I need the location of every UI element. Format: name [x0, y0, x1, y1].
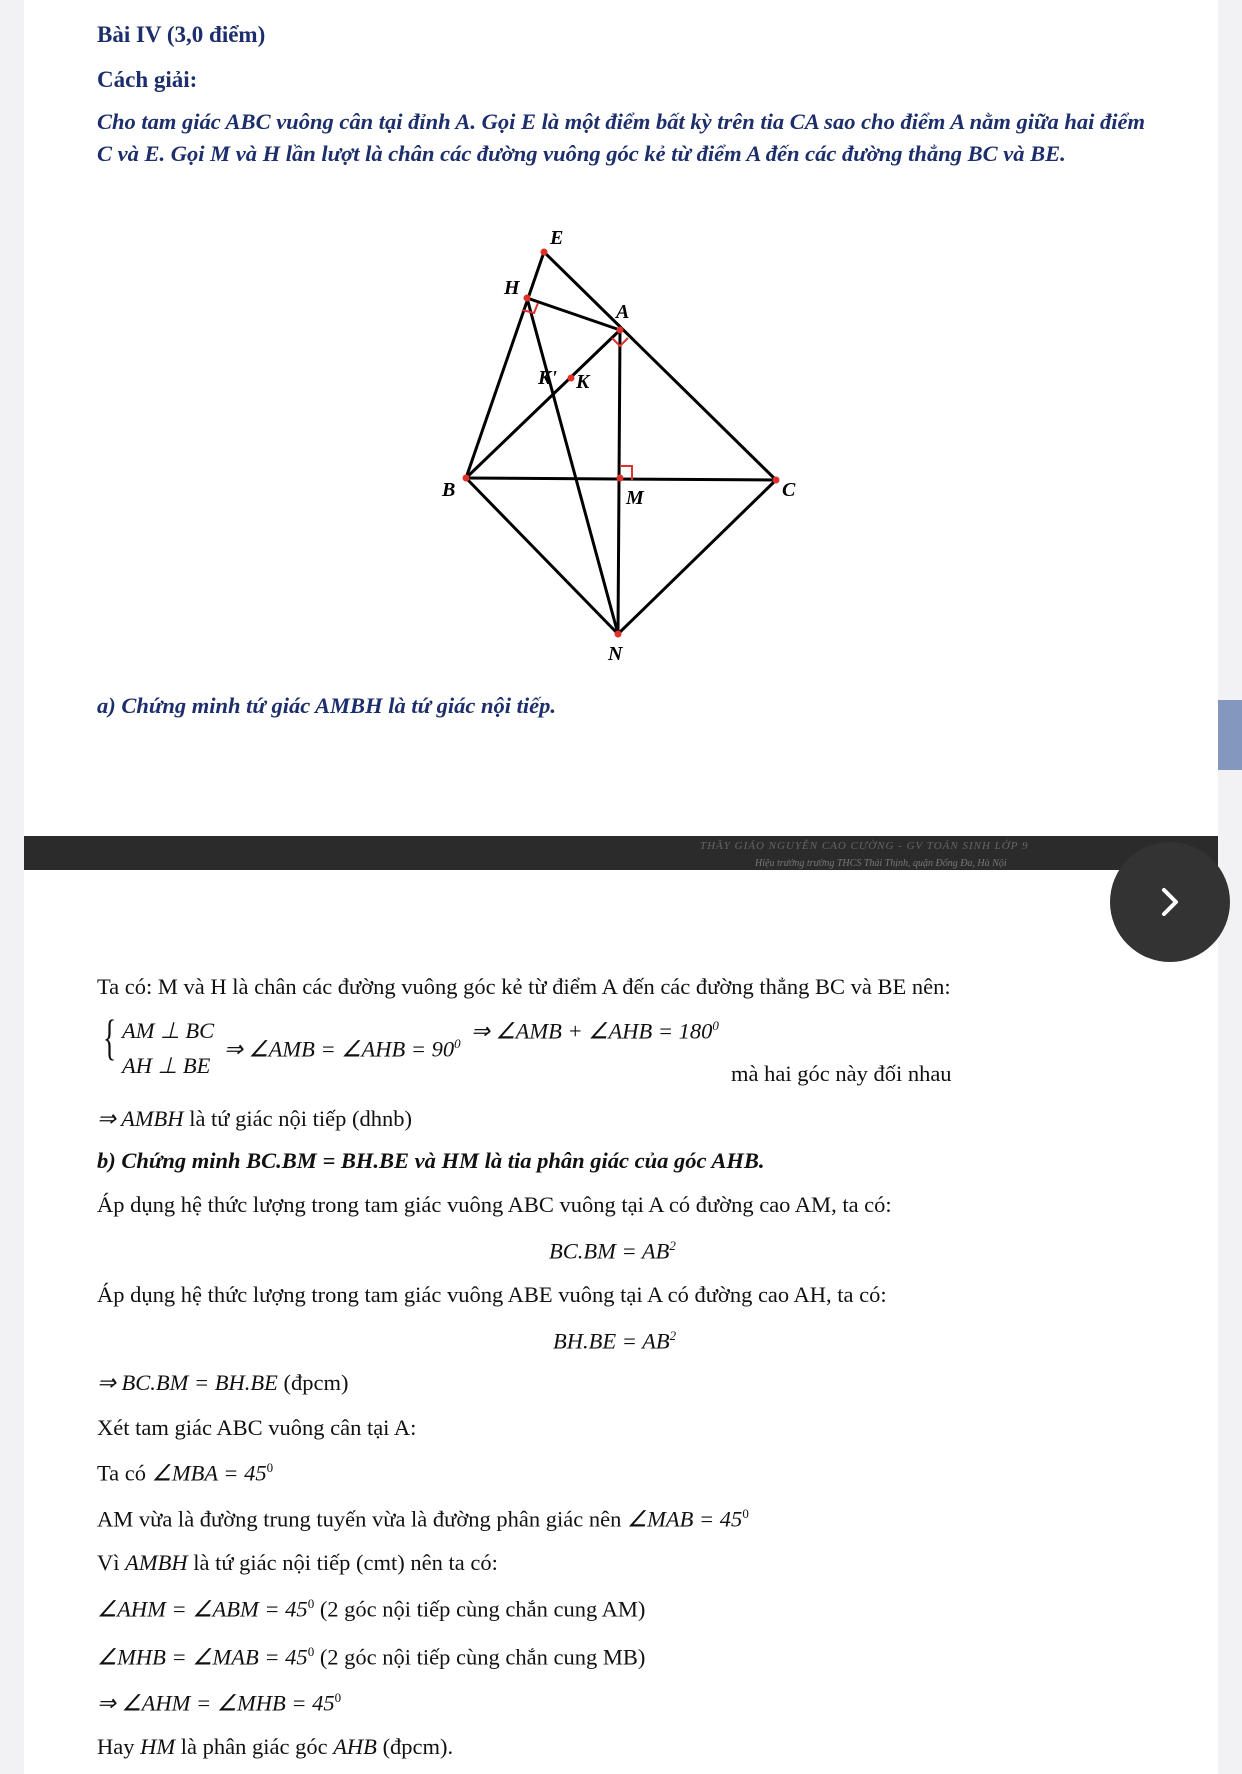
- edge-strip: [1218, 700, 1242, 770]
- page-divider: [24, 836, 1218, 870]
- point-e: [541, 249, 548, 256]
- next-page-button[interactable]: [1110, 842, 1230, 962]
- chevron-right-icon: [1150, 882, 1190, 922]
- problem-statement: Cho tam giác ABC vuông cân tại đỉnh A. Gọi E là một điểm bất kỳ trên tia CA sao cho điểm A nằm giữa hai điểm C và E. Gọi M và H lần lượt là chân các đường vuông góc kẻ từ điểm A đến các đường thẳng BC và BE.: [97, 109, 1145, 166]
- part-b-line-4: Ta có ∠MBA = $45^0$: [97, 1460, 274, 1486]
- geometry-figure: [430, 220, 810, 670]
- part-a-heading: a) Chứng minh tứ giác AMBH là tứ giác nội tiếp.: [97, 693, 557, 718]
- segment-an: [618, 330, 620, 634]
- segment-ec: [544, 252, 776, 480]
- label-b: B: [442, 479, 456, 501]
- part-b-line-2: Áp dụng hệ thức lượng trong tam giác vuông ABE vuông tại A có đường cao AH, ta có:: [97, 1282, 887, 1307]
- segment-bn: [466, 478, 618, 634]
- point-a: [617, 327, 624, 334]
- label-c: C: [782, 479, 796, 501]
- system-line-1: AM ⊥ BC: [122, 1018, 215, 1043]
- label-k-prime: K': [538, 367, 557, 389]
- section-title: Bài IV (3,0 điểm): [97, 22, 266, 47]
- label-n: N: [608, 643, 623, 665]
- segment-hn: [527, 298, 618, 634]
- label-e: E: [550, 227, 564, 249]
- part-b-line-6: Vì AMBH là tứ giác nội tiếp (cmt) nên ta có:: [97, 1550, 498, 1575]
- part-b-line-3: Xét tam giác ABC vuông cân tại A:: [97, 1415, 417, 1440]
- system-brace: {: [103, 1009, 117, 1065]
- system-implies-2: ⇒ ∠AMB + ∠AHB = $180^0$: [471, 1018, 719, 1044]
- point-h: [524, 295, 531, 302]
- solution-label: Cách giải:: [97, 67, 198, 92]
- part-a-conclusion: ⇒ AMBH là tứ giác nội tiếp (dhnb): [97, 1106, 412, 1131]
- equation-3: ⇒ BC.BM = BH.BE (đpcm): [97, 1370, 349, 1395]
- part-b-heading: b) Chứng minh BC.BM = BH.BE và HM là tia phân giác của góc AHB.: [97, 1148, 765, 1173]
- part-b-line-9: ⇒ ∠AHM = ∠MHB = $45^0$: [97, 1690, 342, 1716]
- system-note: mà hai góc này đối nhau: [731, 1061, 952, 1086]
- point-m: [617, 475, 624, 482]
- label-k: K: [576, 371, 590, 393]
- part-b-line-5: AM vừa là đường trung tuyến vừa là đường phân giác nên ∠MAB = $45^0$: [97, 1506, 749, 1532]
- point-b: [463, 475, 470, 482]
- equation-2: $BH.BE = AB^2$: [553, 1328, 677, 1354]
- system-line-2: AH ⊥ BE: [122, 1053, 211, 1078]
- point-c: [773, 477, 780, 484]
- document-page-2: [24, 870, 1218, 1774]
- label-m: M: [626, 487, 644, 509]
- point-n: [615, 631, 622, 638]
- label-h: H: [504, 277, 520, 299]
- watermark-sub: Hiệu trưởng trường THCS Thái Thịnh, quận Đống Đa, Hà Nội: [755, 858, 1007, 869]
- system-implies-1: ⇒ ∠AMB = ∠AHB = $90^0$: [224, 1036, 461, 1062]
- part-b-line-1: Áp dụng hệ thức lượng trong tam giác vuông ABC vuông tại A có đường cao AM, ta có:: [97, 1192, 892, 1217]
- point-k: [568, 375, 575, 382]
- part-b-line-7: ∠AHM = ∠ABM = $45^0$ (2 góc nội tiếp cùng chắn cung AM): [97, 1596, 646, 1622]
- part-b-line-8: ∠MHB = ∠MAB = $45^0$ (2 góc nội tiếp cùng chắn cung MB): [97, 1644, 646, 1670]
- equation-1: $BC.BM = AB^2$: [549, 1238, 676, 1264]
- part-a-intro: Ta có: M và H là chân các đường vuông góc kẻ từ điểm A đến các đường thẳng BC và BE nên:: [97, 974, 951, 999]
- label-a: A: [616, 301, 630, 323]
- watermark: THẦY GIÁO NGUYỄN CAO CƯỜNG - GV TOÁN SINH LỚP 9: [700, 840, 1029, 852]
- part-b-line-10: Hay HM là phân giác góc AHB (đpcm).: [97, 1734, 454, 1759]
